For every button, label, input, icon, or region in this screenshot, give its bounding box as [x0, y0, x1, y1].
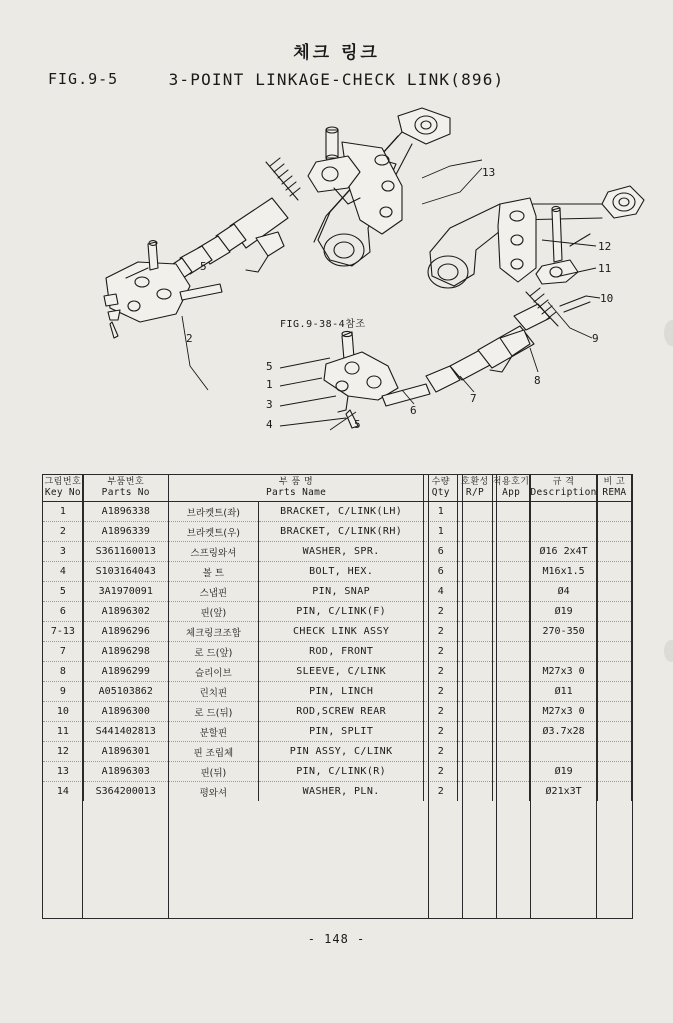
parts-table	[42, 474, 632, 801]
cell-key-no: 7	[43, 642, 84, 662]
cell-description	[530, 742, 597, 762]
cell-part-no: A05103862	[83, 682, 168, 702]
col-rema-en: REMA	[602, 486, 627, 498]
callout-7: 6	[410, 404, 417, 417]
cell-name-kr: 로 드(뒤)	[168, 702, 258, 722]
cell-qty: 1	[424, 522, 458, 542]
callout-6: 5	[354, 418, 361, 431]
cell-name-en: WASHER, PLN.	[258, 782, 423, 802]
cell-description: Ø16 2x4T	[530, 542, 597, 562]
cell-name-kr: 핀 조립체	[168, 742, 258, 762]
cell-name-en: ROD, FRONT	[258, 642, 423, 662]
cell-app	[492, 502, 530, 522]
cell-qty: 6	[424, 542, 458, 562]
col-description-kr: 규 격	[552, 477, 575, 488]
cell-key-no: 6	[43, 602, 84, 622]
table-row	[43, 742, 632, 762]
table-row	[43, 622, 632, 642]
cell-name-en: PIN, LINCH	[258, 682, 423, 702]
cell-key-no: 10	[43, 702, 84, 722]
cell-name-kr: 핀(뒤)	[168, 762, 258, 782]
col-key-no	[43, 475, 84, 502]
table-rule-app	[530, 474, 531, 919]
col-rema-kr: 비 고	[603, 477, 626, 488]
cell-rema	[597, 562, 631, 582]
figure-number: FIG.9-5	[48, 70, 119, 88]
table-rule-rp	[496, 474, 497, 919]
col-rp-en: R/P	[465, 486, 484, 498]
cell-part-no: A1896301	[83, 742, 168, 762]
callout-4: 4	[266, 418, 273, 431]
cell-key-no: 7-13	[43, 622, 84, 642]
cell-key-no: 11	[43, 722, 84, 742]
table-row	[43, 502, 632, 522]
col-key-no-kr: 그림번호	[44, 477, 82, 488]
cell-key-no: 1	[43, 502, 84, 522]
cell-qty: 2	[424, 722, 458, 742]
callout-11: 10	[600, 292, 614, 305]
cell-part-no: A1896296	[83, 622, 168, 642]
table-rule-desc	[596, 474, 597, 919]
cell-name-kr: 분할핀	[168, 722, 258, 742]
cell-name-en: PIN, C/LINK(F)	[258, 602, 423, 622]
col-rema	[597, 475, 631, 502]
callout-14: 13	[482, 166, 496, 179]
col-key-no-en: Key No	[44, 486, 81, 498]
cell-part-no: S361160013	[83, 542, 168, 562]
cell-part-no: S364200013	[83, 782, 168, 802]
col-app-en: App	[502, 486, 521, 498]
cell-name-kr: 볼 트	[168, 562, 258, 582]
cell-rema	[597, 542, 631, 562]
cell-qty: 4	[424, 582, 458, 602]
col-app-kr: 적용호기	[492, 477, 530, 488]
cell-name-en: PIN, SPLIT	[258, 722, 423, 742]
col-description-en: Description	[530, 486, 597, 498]
table-header	[43, 475, 632, 502]
figure-reference: FIG.9-38-4참조	[280, 319, 366, 330]
cell-description: M16x1.5	[530, 562, 597, 582]
cell-part-no: A1896303	[83, 762, 168, 782]
cell-qty: 2	[424, 782, 458, 802]
cell-description	[530, 642, 597, 662]
cell-app	[492, 642, 530, 662]
cell-name-kr: 평와셔	[168, 782, 258, 802]
cell-app	[492, 682, 530, 702]
cell-description: M27x3 0	[530, 662, 597, 682]
table-row	[43, 602, 632, 622]
cell-rema	[597, 502, 631, 522]
table-bottom-border	[42, 918, 632, 919]
col-description	[530, 475, 597, 502]
callout-5a: 5	[200, 260, 207, 273]
cell-rema	[597, 662, 631, 682]
cell-qty: 2	[424, 662, 458, 682]
scan-artifact	[664, 640, 673, 662]
cell-part-no: S441402813	[83, 722, 168, 742]
cell-name-kr: 슬리이브	[168, 662, 258, 682]
cell-rema	[597, 702, 631, 722]
cell-qty: 2	[424, 702, 458, 722]
cell-qty: 2	[424, 742, 458, 762]
cell-name-en: WASHER, SPR.	[258, 542, 423, 562]
cell-name-en: BRACKET, C/LINK(LH)	[258, 502, 423, 522]
cell-key-no: 13	[43, 762, 84, 782]
table-row	[43, 702, 632, 722]
cell-rema	[597, 762, 631, 782]
cell-qty: 2	[424, 622, 458, 642]
callout-1: 1	[266, 378, 273, 391]
callout-8: 7	[470, 392, 477, 405]
cell-app	[492, 662, 530, 682]
table-rule-name	[428, 474, 429, 919]
cell-description: Ø3.7x28	[530, 722, 597, 742]
cell-name-en: PIN, C/LINK(R)	[258, 762, 423, 782]
cell-part-no: A1896298	[83, 642, 168, 662]
col-parts-no-kr: 부품번호	[107, 477, 145, 488]
col-parts-name-en: Parts Name	[265, 486, 327, 498]
cell-description	[530, 502, 597, 522]
cell-name-en: PIN ASSY, C/LINK	[258, 742, 423, 762]
cell-app	[492, 542, 530, 562]
cell-key-no: 2	[43, 522, 84, 542]
cell-name-en: BOLT, HEX.	[258, 562, 423, 582]
cell-description	[530, 522, 597, 542]
cell-key-no: 12	[43, 742, 84, 762]
scan-artifact	[664, 320, 673, 346]
cell-part-no: A1896299	[83, 662, 168, 682]
cell-app	[492, 782, 530, 802]
cell-description: Ø21x3T	[530, 782, 597, 802]
table-row	[43, 782, 632, 802]
table-row	[43, 522, 632, 542]
table-row	[43, 722, 632, 742]
korean-title: 체크 링크	[293, 43, 380, 63]
col-parts-no	[83, 475, 168, 502]
cell-app	[492, 762, 530, 782]
callout-5b: 5	[266, 360, 273, 373]
parts-table-wrapper	[42, 474, 632, 801]
table-rule-qty	[462, 474, 463, 919]
cell-part-no: A1896338	[83, 502, 168, 522]
cell-rema	[597, 582, 631, 602]
cell-part-no: S103164043	[83, 562, 168, 582]
cell-app	[492, 602, 530, 622]
table-row	[43, 562, 632, 582]
cell-qty: 2	[424, 642, 458, 662]
table-row	[43, 662, 632, 682]
cell-rema	[597, 742, 631, 762]
col-rp-kr: 호환성	[461, 477, 489, 488]
cell-key-no: 14	[43, 782, 84, 802]
cell-part-no: 3A1970091	[83, 582, 168, 602]
cell-part-no: A1896302	[83, 602, 168, 622]
cell-rema	[597, 602, 631, 622]
callout-13: 12	[598, 240, 612, 253]
cell-app	[492, 742, 530, 762]
cell-name-kr: 로 드(앞)	[168, 642, 258, 662]
cell-name-kr: 핀(앞)	[168, 602, 258, 622]
col-parts-name	[168, 475, 424, 502]
col-parts-no-en: Parts No	[101, 486, 150, 498]
cell-qty: 2	[424, 682, 458, 702]
table-rule-left	[42, 474, 43, 919]
callout-2: 2	[186, 332, 193, 345]
cell-key-no: 3	[43, 542, 84, 562]
table-row	[43, 642, 632, 662]
table-row	[43, 762, 632, 782]
callout-9: 8	[534, 374, 541, 387]
cell-qty: 2	[424, 602, 458, 622]
cell-rema	[597, 642, 631, 662]
cell-key-no: 4	[43, 562, 84, 582]
cell-qty: 1	[424, 502, 458, 522]
table-row	[43, 542, 632, 562]
cell-description: 270-350	[530, 622, 597, 642]
table-row	[43, 682, 632, 702]
cell-description: Ø19	[530, 602, 597, 622]
col-app	[492, 475, 530, 502]
cell-name-kr: 스냅핀	[168, 582, 258, 602]
cell-app	[492, 562, 530, 582]
cell-qty: 6	[424, 562, 458, 582]
table-row	[43, 582, 632, 602]
cell-name-kr: 스프링와셔	[168, 542, 258, 562]
col-parts-name-kr: 부 품 명	[278, 477, 314, 488]
cell-key-no: 5	[43, 582, 84, 602]
diagram-svg	[30, 100, 650, 460]
cell-name-en: BRACKET, C/LINK(RH)	[258, 522, 423, 542]
callout-12: 11	[598, 262, 612, 275]
cell-part-no: A1896300	[83, 702, 168, 722]
cell-rema	[597, 622, 631, 642]
cell-name-kr: 브라켓트(좌)	[168, 502, 258, 522]
table-body	[43, 502, 632, 802]
cell-name-kr: 체크링크조합	[168, 622, 258, 642]
cell-name-kr: 브라켓트(우)	[168, 522, 258, 542]
cell-app	[492, 582, 530, 602]
table-rule-right	[632, 474, 633, 919]
exploded-diagram	[30, 100, 650, 460]
cell-rema	[597, 782, 631, 802]
cell-qty: 2	[424, 762, 458, 782]
page-title: 3-POINT LINKAGE-CHECK LINK(896)	[168, 70, 505, 89]
callout-3: 3	[266, 398, 273, 411]
cell-app	[492, 702, 530, 722]
col-qty-kr: 수량	[431, 477, 450, 488]
cell-rema	[597, 522, 631, 542]
cell-app	[492, 722, 530, 742]
table-header-row	[43, 475, 632, 502]
cell-key-no: 9	[43, 682, 84, 702]
table-rule-key	[82, 474, 83, 919]
cell-name-en: PIN, SNAP	[258, 582, 423, 602]
cell-description: Ø4	[530, 582, 597, 602]
cell-name-en: CHECK LINK ASSY	[258, 622, 423, 642]
cell-description: M27x3 0	[530, 702, 597, 722]
table-rule-partno	[168, 474, 169, 919]
cell-name-en: ROD,SCREW REAR	[258, 702, 423, 722]
cell-part-no: A1896339	[83, 522, 168, 542]
cell-key-no: 8	[43, 662, 84, 682]
cell-app	[492, 622, 530, 642]
cell-rema	[597, 682, 631, 702]
page-number: - 148 -	[307, 932, 366, 946]
callout-10: 9	[592, 332, 599, 345]
cell-app	[492, 522, 530, 542]
col-qty-en: Qty	[431, 486, 450, 498]
cell-description: Ø11	[530, 682, 597, 702]
cell-name-kr: 린치핀	[168, 682, 258, 702]
cell-name-en: SLEEVE, C/LINK	[258, 662, 423, 682]
cell-description: Ø19	[530, 762, 597, 782]
cell-rema	[597, 722, 631, 742]
